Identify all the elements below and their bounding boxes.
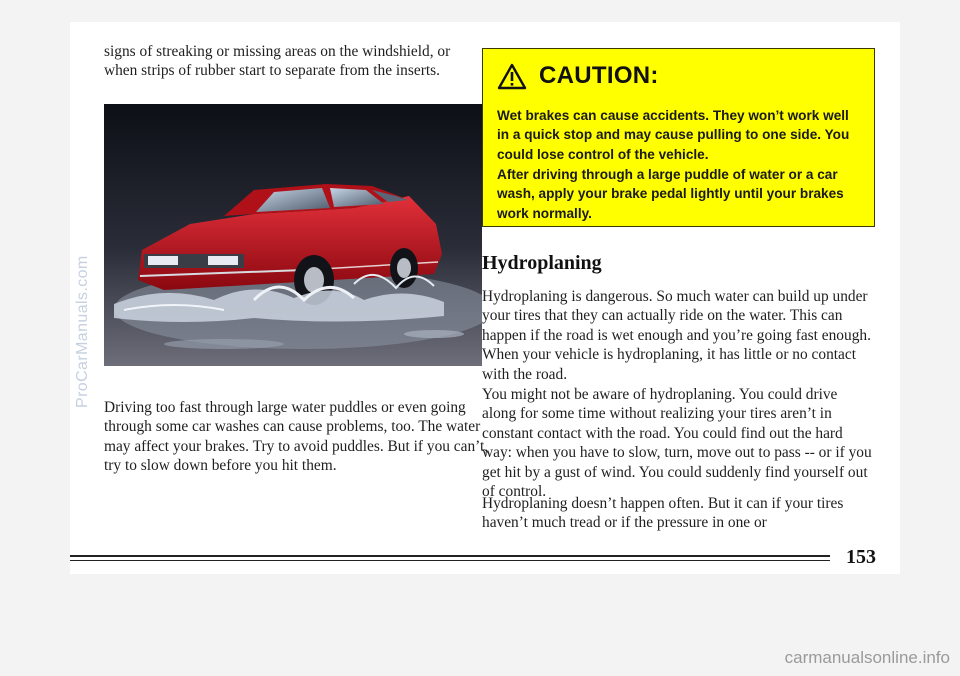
section-heading: Hydroplaning <box>482 252 602 274</box>
footer-rule <box>70 555 830 557</box>
caution-paragraph-2: After driving through a large puddle of water or a car wash, apply your brake pedal lightly until your brakes work normally. <box>497 167 844 221</box>
caution-box <box>482 48 875 227</box>
warning-triangle-icon <box>497 63 527 90</box>
caution-title: CAUTION: <box>539 62 659 89</box>
hydroplaning-paragraph-1: Hydroplaning is dangerous. So much water can build up under your tires that they can actually ride on the water. This can happen if the road is wet enough and you’re going fast enough. When your vehicle is hydroplaning, it has little or no contact with the road. <box>482 288 871 383</box>
hydroplaning-paragraph-2: You might not be aware of hydroplaning. You could drive along for some time without realizing your tires aren’t in constant contact with the road. You could find out the hard way: when you have to slow, turn, move out to pass -- or if you get hit by a gust of wind. You could suddenly find yourself out of control. <box>482 386 872 501</box>
intro-paragraph: signs of streaking or missing areas on the windshield, or when strips of rubber start to separate from the inserts. <box>104 43 451 80</box>
caution-paragraph-1: Wet brakes can cause accidents. They won’t work well in a quick stop and may cause pulling to one side. You could lose control of the vehicle. <box>497 108 850 162</box>
hydroplaning-paragraph-3: Hydroplaning doesn’t happen often. But it can if your tires haven’t much tread or if the pressure in one or <box>482 495 844 532</box>
site-footer-text: carmanualsonline.info <box>784 648 950 667</box>
footer-rule-thin <box>70 560 830 561</box>
driving-paragraph: Driving too fast through large water puddles or even going through some car washes can cause problems, too. The water may affect your brakes. Try to avoid puddles. But if you can’t, try to slow down before you hit them. <box>104 399 489 475</box>
caution-header <box>497 59 659 93</box>
car-photo <box>104 104 482 366</box>
watermark: ProCarManuals.com <box>74 255 91 408</box>
page-number: 153 <box>846 546 876 568</box>
car-splashing-illustration <box>104 104 482 366</box>
manual-page <box>70 22 900 574</box>
